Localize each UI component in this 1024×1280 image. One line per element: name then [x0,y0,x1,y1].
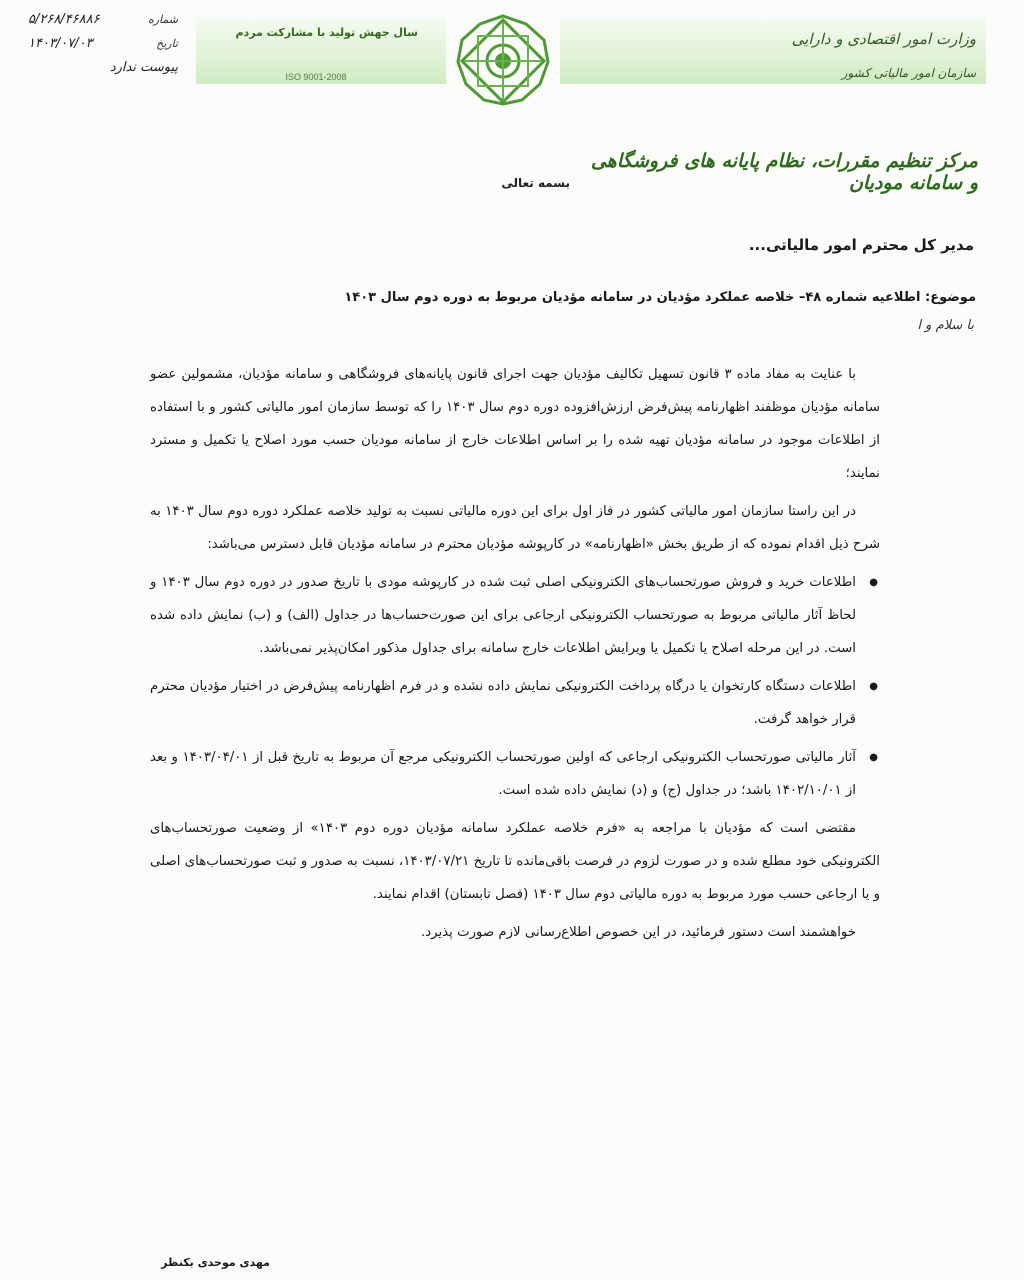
letter-body [150,358,880,954]
bismillah: بسمه تعالی [501,176,570,190]
bullet-item-2: ● اطلاعات دستگاه کارتخوان یا درگاه پرداخت الکترونیکی نمایش داده نشده و در فرم اظهارنامه پیش‌فرض در اختیار مؤدیان محترم قرار خواهد گرفت. [150,670,880,736]
meta-date-row [28,36,178,60]
body-paragraph-3: مقتضی است که مؤدیان با مراجعه به «فرم خلاصه عملکرد سامانه مؤدیان دوره دوم ۱۴۰۳» از وضعیت صورتحساب‌های الکترونیکی خود مطلع شده و در صورت لزوم در فرصت باقی‌مانده تا تاریخ ۱۴۰۳/۰۷/۲۱، نسبت به صدور و ثبت صورتحساب‌های اصلی و یا ارجاعی حسب مورد مربوط به دوره مالیاتی دوم سال ۱۴۰۳ (فصل تابستان) اقدام نمایند. [150,821,880,902]
meta-attachment-row [28,60,178,84]
meta-number-row [28,12,178,36]
center-name: مرکز تنظیم مقررات، نظام پایانه های فروشگاهی و سامانه مودیان [590,150,978,194]
bullet-item-3: ● آثار مالیاتی صورتحساب الکترونیکی ارجاعی که اولین صورتحساب الکترونیکی مرجع آن مربوط به تاریخ قبل از ۱۴۰۳/۰۴/۰۱ و بعد از ۱۴۰۲/۱۰/۰۱ باشد؛ در جداول (ج) و (د) نمایش داده شده است. [150,741,880,807]
body-paragraph-1: با عنایت به مفاد ماده ۳ قانون تسهیل تکالیف مؤدیان جهت اجرای قانون پایانه‌های فروشگاهی و سامانه مؤدیان، مشمولین عضو سامانه مؤدیان موظفند اظهارنامه پیش‌فرض ارزش‌افزوده دوره دوم سال ۱۴۰۳ را که توسط سازمان امور مالیاتی کشور و با استفاده از اطلاعات موجود در سامانه مؤدیان تهیه شده را بر اساس اطلاعات خارج از سامانه مودیان حسب مورد اصلاح یا تکمیل و مسترد نمایند؛ [150,367,881,481]
body-paragraph-2: در این راستا سازمان امور مالیاتی کشور در فاز اول برای این دوره مالیاتی نسبت به تولید خلاصه عملکرد دوره دوم سال ۱۴۰۳ به شرح ذیل اقدام نموده که از طریق بخش «اظهارنامه» در کارپوشه مؤدیان محترم در سامانه مؤدیان قابل دسترس می‌باشد: [150,504,880,552]
organization-name: سازمان امور مالیاتی کشور [841,66,976,80]
signatory-name: مهدی موحدی بکنظر [161,1256,270,1269]
bullet-item-1: ● اطلاعات خرید و فروش صورتحساب‌های الکترونیکی اصلی ثبت شده در کارپوشه مودی با تاریخ صدور در دوره دوم سال ۱۴۰۳ و لحاظ آثار مالیاتی مربوط به صورتحساب الکترونیکی ارجاعی برای این صورت‌حساب‌ها در جداول (الف) و (ب) نمایش داده شده است. در این مرحله اصلاح یا تکمیل یا ویرایش اطلاعات خارج سامانه برای جداول مذکور امکان‌پذیر نمی‌باشد. [150,566,880,665]
letter-date: ۱۴۰۳/۰۷/۰۳ [28,36,93,51]
number-label: شماره [147,13,178,26]
subject-line: موضوع: اطلاعیه شماره ۴۸– خلاصه عملکرد مؤدیان در سامانه مؤدیان مربوط به دوره دوم سال ۱۴۰۳ [344,290,976,305]
date-label: تاریخ [156,37,178,50]
attachment-note: پیوست ندارد [109,60,178,75]
tax-organization-emblem-icon [448,14,558,106]
letter-number: ۵/۲۶۸/۴۶۸۸۶ [28,12,100,27]
ministry-name: وزارت امور اقتصادی و دارایی [791,30,976,48]
salutation: با سلام و ا [917,318,974,333]
body-paragraph-4: خواهشمند است دستور فرمائید، در این خصوص اطلاع‌رسانی لازم صورت پذیرد. [420,925,856,940]
year-slogan: سال جهش تولید با مشارکت مردم [235,26,418,39]
letter-meta [28,12,178,84]
iso-label: ISO 9001-2008 [285,72,347,82]
addressee: مدیر کل محترم امور مالیاتی... [748,236,974,254]
